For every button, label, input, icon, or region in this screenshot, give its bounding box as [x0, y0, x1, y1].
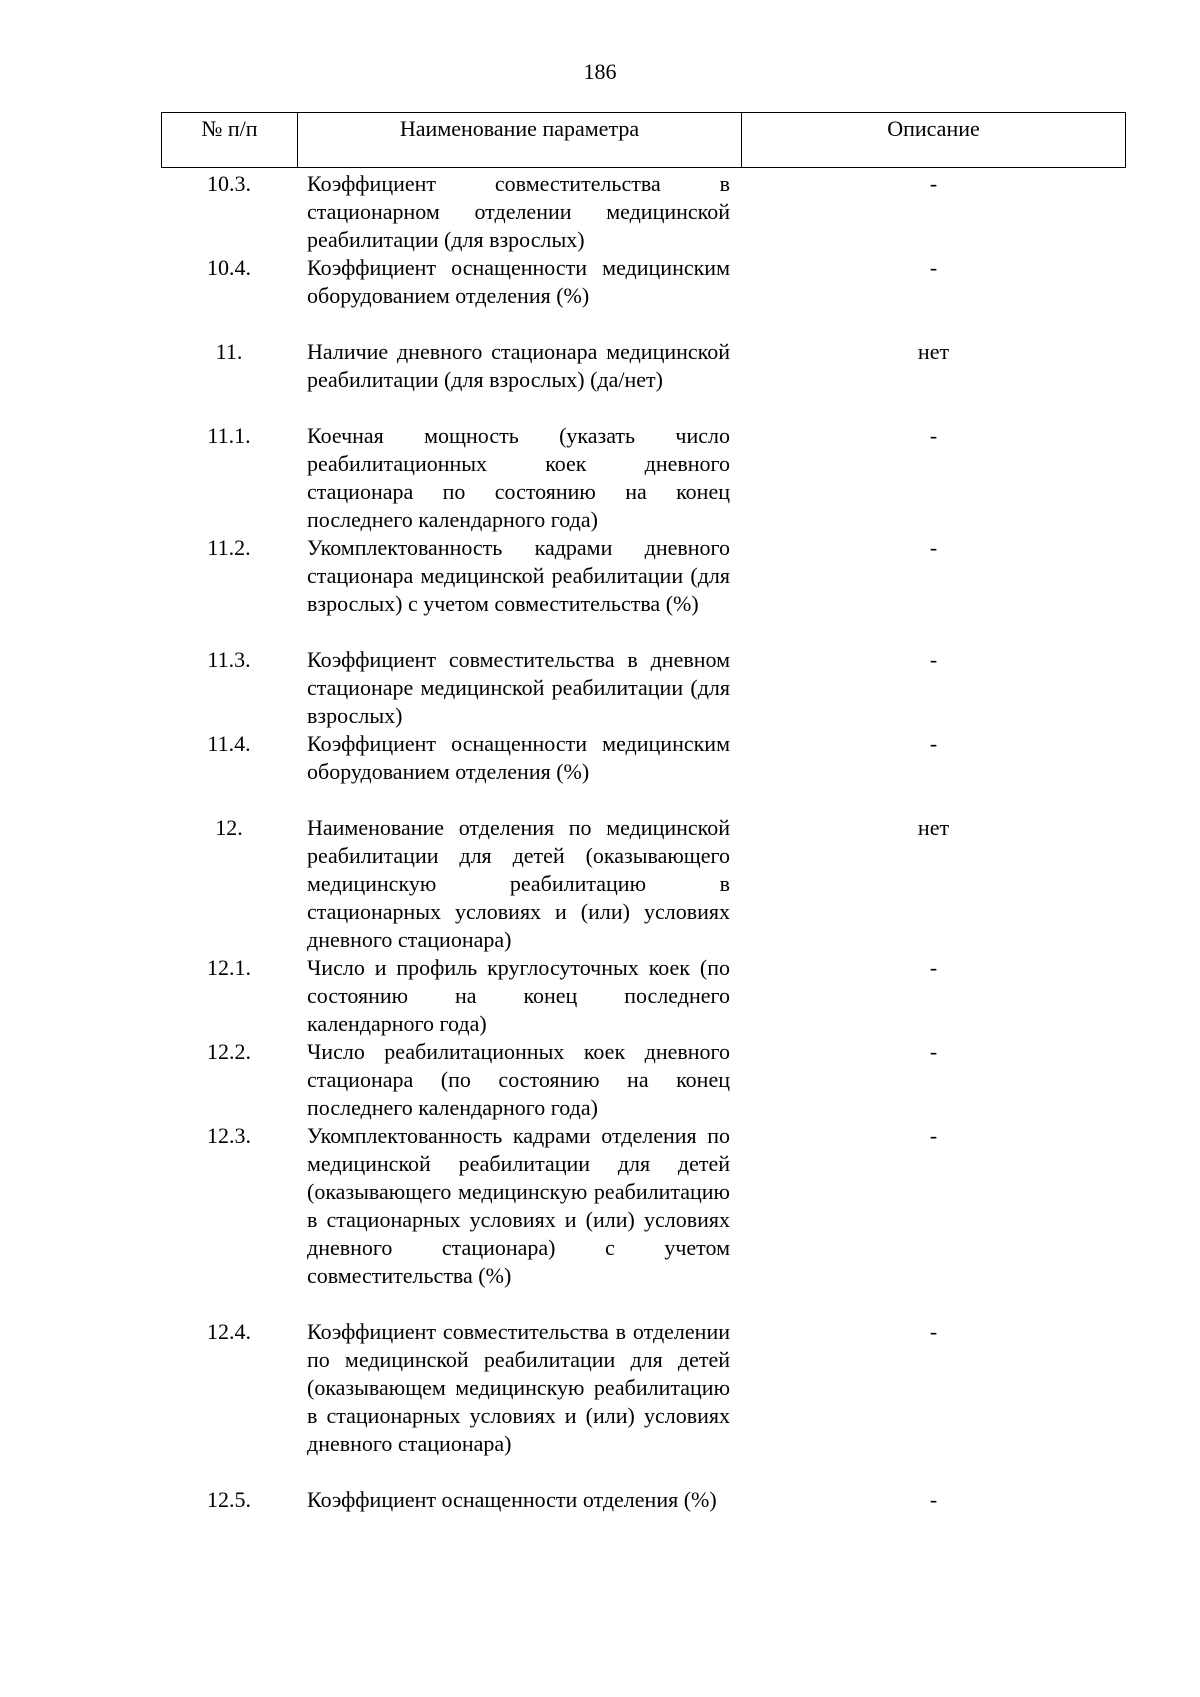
row-description: - [929, 1039, 938, 1064]
row-number: 11.2. [207, 535, 251, 560]
row-parameter-name: Коэффициент совместительства в дневном стационаре медицинской реабилитации (для взрослых) [307, 647, 730, 728]
row-description: - [929, 731, 938, 756]
row-description: - [929, 1487, 938, 1512]
row-parameter-name: Коэффициент оснащенности медицинским оборудованием отделения (%) [307, 731, 730, 784]
table-row [161, 1122, 1126, 1318]
row-number: 11. [215, 339, 243, 364]
row-number: 12.3. [207, 1123, 251, 1148]
table-header [161, 112, 1126, 168]
row-parameter-name: Укомплектованность кадрами дневного стационара медицинской реабилитации (для взрослых) с учетом совместительства (%) [307, 535, 730, 616]
row-number: 12.5. [207, 1487, 251, 1512]
row-parameter-name: Число реабилитационных коек дневного стационара (по состоянию на конец последнего календарного года) [307, 1039, 730, 1120]
row-parameter-name: Коэффициент совместительства в стационарном отделении медицинской реабилитации (для взрослых) [307, 171, 730, 252]
header-description: Описание [887, 116, 980, 141]
header-parameter-name: Наименование параметра [298, 113, 742, 167]
row-number: 10.3. [207, 171, 251, 196]
table-row [161, 730, 1126, 814]
table-body [161, 170, 1126, 1542]
row-parameter-name: Наименование отделения по медицинской реабилитации для детей (оказывающего медицинскую реабилитацию в стационарных условиях и (или) условиях дневного стационара) [307, 815, 730, 952]
header-number: № п/п [162, 113, 298, 167]
row-number: 11.3. [207, 647, 251, 672]
table-row [161, 254, 1126, 338]
table-row [161, 338, 1126, 422]
table-row [161, 170, 1126, 254]
page-number: 186 [583, 59, 617, 84]
row-number: 11.4. [207, 731, 251, 756]
row-description: - [929, 647, 938, 672]
row-description: - [929, 1123, 938, 1148]
row-parameter-name: Коечная мощность (указать число реабилитационных коек дневного стационара по состоянию на конец последнего календарного года) [307, 423, 730, 532]
table-row [161, 814, 1126, 954]
row-parameter-name: Наличие дневного стационара медицинской реабилитации (для взрослых) (да/нет) [307, 339, 730, 392]
row-description: нет [917, 815, 950, 840]
row-parameter-name: Коэффициент оснащенности медицинским оборудованием отделения (%) [307, 255, 730, 308]
table-row [161, 646, 1126, 730]
row-parameter-name: Число и профиль круглосуточных коек (по состоянию на конец последнего календарного года) [307, 955, 730, 1036]
row-number: 12.1. [207, 955, 251, 980]
row-description: - [929, 255, 938, 280]
row-number: 12.4. [207, 1319, 251, 1344]
row-description: - [929, 955, 938, 980]
row-number: 12.2. [207, 1039, 251, 1064]
row-parameter-name: Коэффициент оснащенности отделения (%) [307, 1487, 717, 1512]
row-description: - [929, 535, 938, 560]
row-description: нет [917, 339, 950, 364]
row-description: - [929, 423, 938, 448]
row-number: 12. [215, 815, 243, 840]
row-description: - [929, 171, 938, 196]
table-row [161, 534, 1126, 646]
row-parameter-name: Коэффициент совместительства в отделении по медицинской реабилитации для детей (оказывающем медицинскую реабилитацию в стационарных условиях и (или) условиях дневного стационара) [307, 1319, 730, 1456]
row-description: - [929, 1319, 938, 1344]
table-row [161, 954, 1126, 1038]
row-parameter-name: Укомплектованность кадрами отделения по медицинской реабилитации для детей (оказывающего медицинскую реабилитацию в стационарных условиях и (или) условиях дневного стационара) с учетом совместительства (%) [307, 1123, 730, 1288]
row-number: 10.4. [207, 255, 251, 280]
table-row [161, 422, 1126, 534]
table-row [161, 1318, 1126, 1486]
table-row [161, 1486, 1126, 1542]
row-number: 11.1. [207, 423, 251, 448]
table-row [161, 1038, 1126, 1122]
